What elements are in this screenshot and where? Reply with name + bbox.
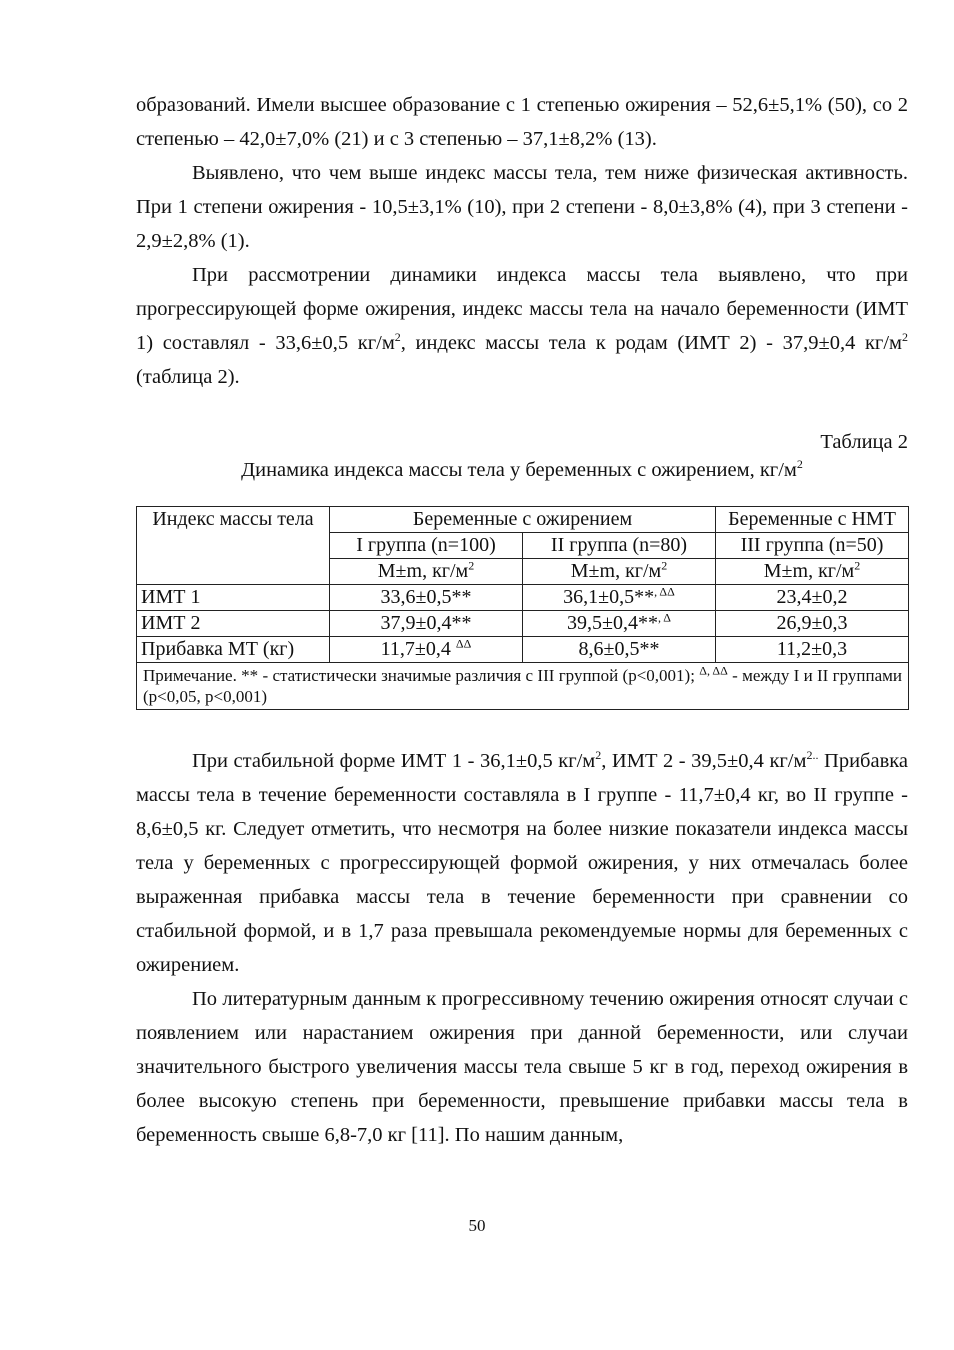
document-page: [136, 88, 908, 1152]
unit-text: M±m, кг/м: [377, 560, 469, 582]
header-group-3: III группа (n=50): [716, 533, 909, 559]
paragraph-3: [136, 258, 908, 394]
table-cell: [330, 637, 523, 663]
cell-value: 37,9±0,4**: [380, 612, 472, 634]
unit-text: M±m, кг/м: [763, 560, 855, 582]
header-bmi: Индекс массы тела: [137, 507, 330, 585]
table-cell: [523, 585, 716, 611]
cell-value: 8,6±0,5**: [578, 638, 660, 660]
superscript: ΔΔ: [455, 636, 472, 651]
paragraph-4: [136, 744, 908, 982]
superscript: 2: [468, 558, 475, 573]
table-cell: [330, 585, 523, 611]
table-title: [136, 456, 908, 484]
table-cell: 26,9±0,3: [716, 611, 909, 637]
superscript: 2: [796, 457, 803, 472]
table-row: [137, 611, 909, 637]
cell-value: 39,5±0,4**: [566, 612, 658, 634]
header-group-2: II группа (n=80): [523, 533, 716, 559]
table-title-text: Динамика индекса массы тела у беременных с ожирением, кг/м: [241, 459, 797, 481]
paragraph-4-text: Прибавка массы тела в течение беременности составляла в I группе - 11,7±0,4 кг, во II группе - 8,6±0,5 кг. Следует отметить, что несмотря на более низкие показатели индекса массы тела у беременных с прогрессирующей формой ожирения, у них отмечалась более выраженная прибавка массы тела в течение беременности при сравнении со стабильной формой, и в 1,7 раза превышала рекомендуемые нормы для беременных с ожирением.: [136, 750, 908, 976]
superscript: 2: [394, 330, 401, 345]
row-label: Прибавка МТ (кг): [137, 637, 330, 663]
paragraph-4-text: , ИМТ 2 - 39,5±0,4 кг/м: [601, 750, 807, 772]
superscript: 2..: [806, 748, 819, 763]
table-cell: 11,2±0,3: [716, 637, 909, 663]
superscript: 2: [902, 330, 908, 345]
table-note-row: [137, 663, 909, 710]
table-row: [137, 637, 909, 663]
cell-value: 36,1±0,5**: [563, 586, 655, 608]
paragraph-1: образований. Имели высшее образование с 1 степенью ожирения – 52,6±5,1% (50), со 2 степенью – 42,0±7,0% (21) и с 3 степенью – 37,1±8,2% (13).: [136, 94, 908, 150]
table-header-row: [137, 507, 909, 533]
page-number: 50: [468, 1216, 486, 1235]
header-obese-group: Беременные с ожирением: [330, 507, 716, 533]
paragraph-3-text: , индекс массы тела к родам (ИМТ 2) - 37,9±0,4 кг/м: [400, 332, 902, 354]
cell-value: 33,6±0,5**: [380, 586, 472, 608]
header-unit: [523, 559, 716, 585]
bmi-table: [136, 506, 909, 710]
table-label: Таблица 2: [820, 431, 908, 453]
note-text: Примечание. ** - статистически значимые различия с III группой (p<0,001);: [143, 666, 700, 685]
header-unit: [716, 559, 909, 585]
superscript: , Δ: [657, 610, 672, 625]
paragraph-4-text: При стабильной форме ИМТ 1 - 36,1±0,5 кг/м: [192, 750, 596, 772]
header-normal-group: Беременные с НМТ: [716, 507, 909, 533]
cell-value: 11,7±0,4: [380, 638, 456, 660]
paragraph-3-text: При рассмотрении динамики индекса массы тела выявлено, что при прогрессирующей форме ожирения, индекс массы тела на начало беременности (ИМТ 1) составлял - 33,6±0,5 кг/м: [136, 264, 908, 354]
header-unit: [330, 559, 523, 585]
paragraph-3-text: (таблица 2).: [136, 366, 240, 388]
table-note: [137, 663, 909, 710]
superscript: Δ, ΔΔ: [699, 663, 728, 678]
note-text: - между I и II группами (p<0,05, p<0,001): [143, 666, 902, 706]
table-cell: [330, 611, 523, 637]
row-label: ИМТ 1: [137, 585, 330, 611]
table-cell: 23,4±0,2: [716, 585, 909, 611]
superscript: 2: [854, 558, 861, 573]
table-cell: [523, 637, 716, 663]
paragraph-2: Выявлено, что чем выше индекс массы тела, тем ниже физическая активность. При 1 степени ожирения - 10,5±3,1% (10), при 2 степени - 8,0±3,8% (4), при 3 степени - 2,9±2,8% (1).: [136, 162, 908, 252]
superscript: 2: [661, 558, 668, 573]
row-label: ИМТ 2: [137, 611, 330, 637]
table-row: [137, 585, 909, 611]
superscript: , ΔΔ: [654, 584, 675, 599]
unit-text: M±m, кг/м: [570, 560, 662, 582]
table-cell: [523, 611, 716, 637]
paragraph-5: По литературным данным к прогрессивному течению ожирения относят случаи с появлением или нарастанием ожирения при данной беременности, или случаи значительного быстрого увеличения массы тела свыше 5 кг в год, переход ожирения в более высокую степень при беременности, превышение прибавки массы тела в беременность свыше 6,8-7,0 кг [11]. По нашим данным,: [136, 988, 908, 1146]
header-group-1: I группа (n=100): [330, 533, 523, 559]
superscript: 2: [595, 748, 602, 763]
